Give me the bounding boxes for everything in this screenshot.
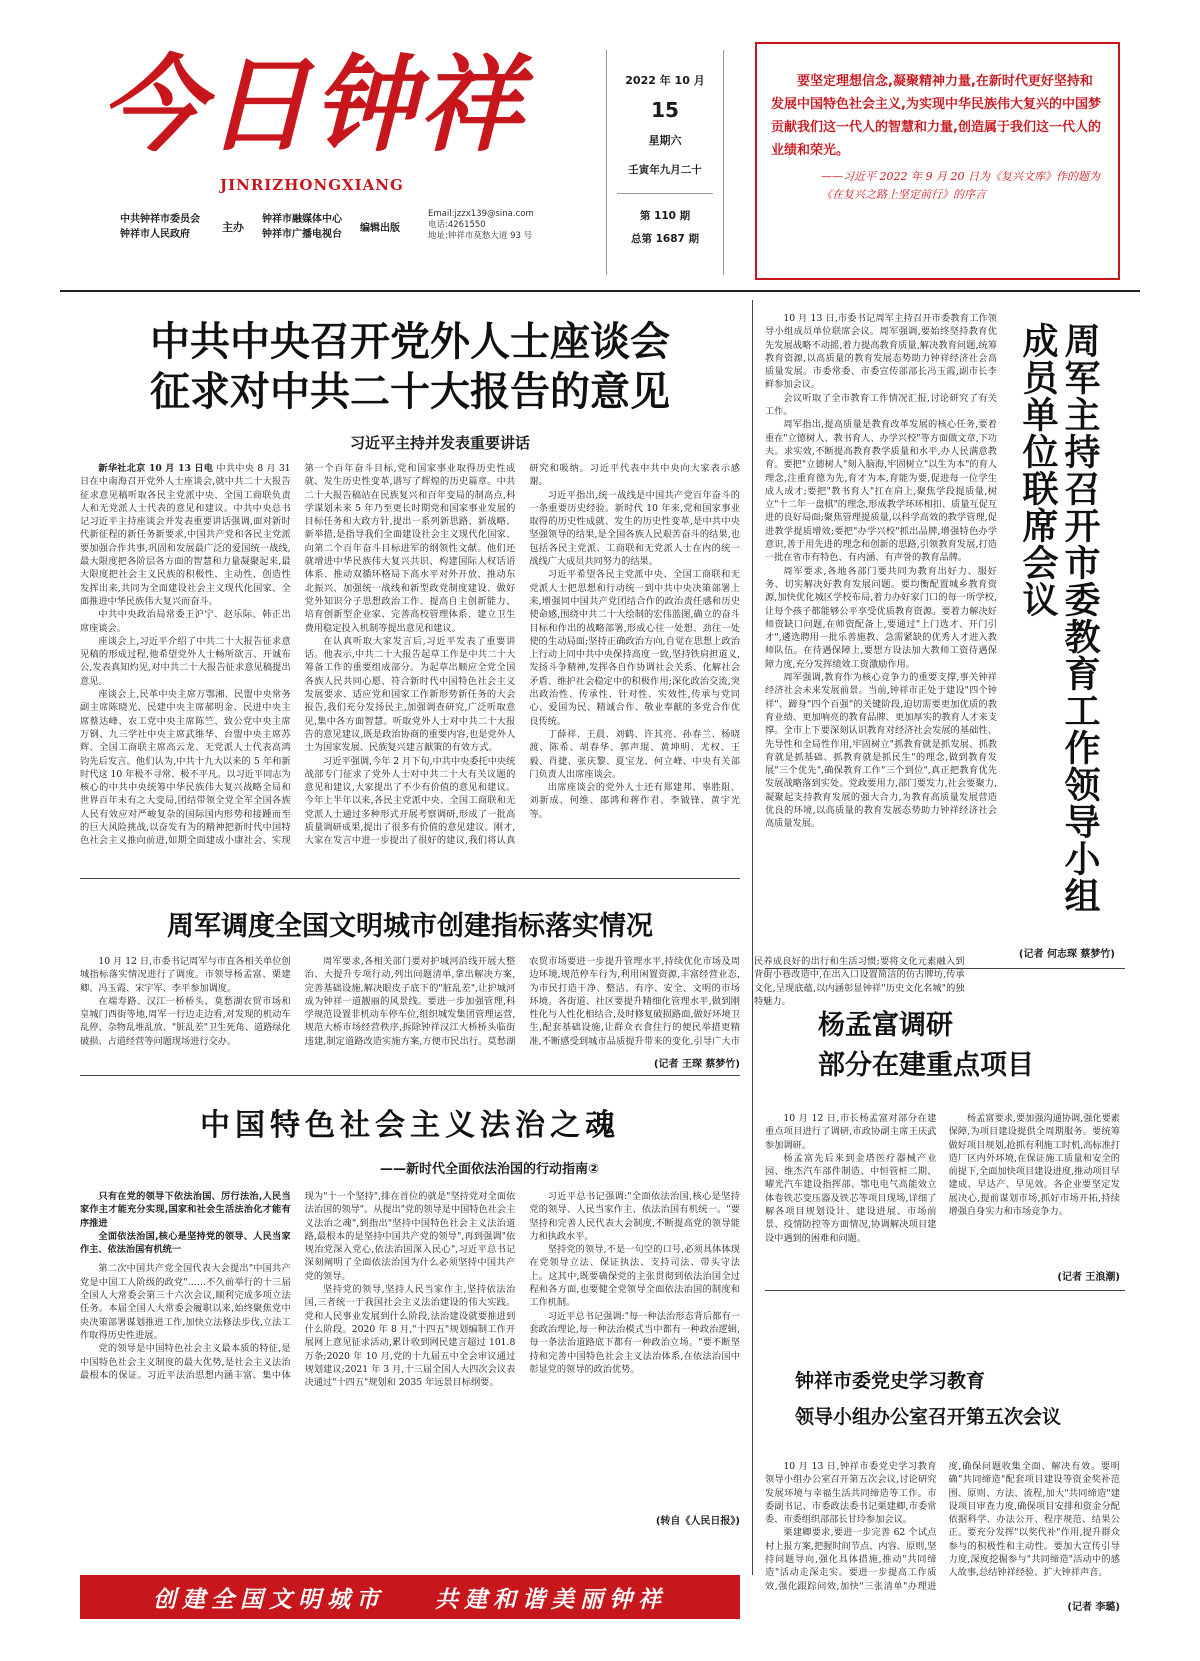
- law-headline: 中国特色社会主义法治之魂: [200, 1108, 620, 1143]
- law-paragraph: 第二次中国共产党全国代表大会提出"中国共产党是中国工人阶级的政党"……不久前举行的十三届全国人大常委会第三十六次会议,顺利完成多项立法任务。本届全国人大常委会履职以来,始终聚焦党中央决策部署谋划推进工作,加快立法修法步伐,立法工作取得历史性进展。: [80, 1263, 291, 1341]
- lead-paragraph: 座谈会上,习近平介绍了中共二十大报告征求意见稿的形成过程,他希望党外人士畅所欲言、开诚布公,发表真知灼见,对中共二十大报告征求意见稿提出意见。: [80, 635, 291, 687]
- date-lunar: 壬寅年九月二十: [628, 164, 702, 176]
- lead-paragraph: 出席座谈会的党外人士还有郑建邦、辜胜阻、刘新成、何维、邵鸿和蒋作君、李钺锋、黄宇光等。: [529, 782, 740, 820]
- date-year-month: 2022 年 10 月: [625, 74, 705, 87]
- law-paragraph: 坚持党的领导,坚持人民当家作主,坚持依法治国,三者统一于我国社会主义法治建设的伟大实践。党和人民事业发展到什么阶段,法治建设就要推进到什么阶段。2020 年 8 月,"十四五"规划编制工作开展网上意见征求活动,累计收到网民建言超过 101.8 万条;2020 年 10 月,党的十九届五中全会审议通过规划建议;2021 年 3 月,十三届全国人大四次会议表决通过"十四五"规划和 2035 年远景目标纲要。: [304, 1284, 516, 1389]
- law-intro: 只有在党的领导下依法治国、厉行法治,人民当家作主才能充分实现,国家和社会生活法治化才能有序推进: [80, 1191, 291, 1229]
- yang-bottom-rule: [765, 1290, 1125, 1291]
- sponsor-government: 钟祥市人民政府: [120, 229, 190, 240]
- yang-headline-2: 部分在建重点项目: [818, 1050, 1034, 1081]
- sponsor-party: 中共钟祥市委员会: [120, 214, 200, 225]
- column-divider: [752, 300, 753, 1575]
- issue-number: 第 110 期: [639, 210, 691, 222]
- law-subhead: ——新时代全面依法治国的行动指南②: [380, 1162, 600, 1177]
- contact-phone: 电话:4261550: [428, 220, 486, 230]
- quote-box: [755, 42, 1120, 280]
- date-weekday: 星期六: [648, 134, 682, 147]
- civ-paragraph: 周军要求,各相关部门要对护城河沿线开展大整治、大提升专项行动,列出问题清单,拿出解决方案,完善基础设施,解决眼皮子底下的"脏乱差",让护城河成为钟祥一道靓丽的风景线。要进一步加强管理,科学规范设置非机动车停车位,组织城发集团管理运营,规范大桥市场经营秩序,拆除钟祥汉江大桥桥头临街违建,制定道路改造实施方案,方便市民出行。莫愁湖农贸市场要进一步提升管理水平,持续优化市场及周边环境,规范停车行为,利用闲置资源,丰富经营业态,为市民打造干净、整洁、有序、安全、文明的市场环境。各街道、社区要提升精细化管理水平,做到刚性化与人性化相结合,及时修复破损路面,做好环境卫生,配套基础设施,让群众衣食住行的便民举措更精准,不断感受到城市品质提升带来的变化,引导广大市民养成良好的出行和生活习惯;要将文化元素融入到背街小巷改造中,在出入口设置简洁的仿古牌坊,传承文化,呈现底蕴,以内涵彰显钟祥"历史文化名城"的独特魅力。: [304, 956, 965, 1047]
- footer-slogan-right: 共建和谐美丽钟祥: [435, 1585, 667, 1613]
- edu-paragraph: 周军指出,提高质量是教育改革发展的核心任务,要着重在"立德树人、教书育人、办学兴校"等方面做文章,下功夫。求实效,不断提高教育教学质量和水平,办人民满意教育。要把"立德树人"刻入脑海,牢固树立"以生为本"的育人理念,注重育德为先,育才为本,育能为要,促进每一位学生成人成才;要把"教书育人"扛在肩上,聚焦学段提质量,树立"十二年一盘棋"的理念,形成教学环环相扣、质量互促互进的良好局面;聚焦管理提质量,以科学高效的教学管理,促进教学提质增效;要把"办学兴校"抓出品牌,增强特色办学意识,善于用先进的理念和创新的思路,引领教育发展,打造一批在省市有特色、有内涵、有声誉的教育品牌。: [765, 419, 997, 564]
- lead-paragraph: 习近平强调,今年 2 月下旬,中共中央委托中央统战部专门征求了党外人士对中共二十大有关议题的意见和建议,大家提出了不少有价值的意见和建议。今年上半年以来,各民主党派中央、全国工商联和无党派人士通过多种形式开展考察调研,形成了一批高质量调研成果,提出了很多有价值的意见建议。刚才,大家在发言中进一步提出了很好的建议,我们将认真研究和吸纳。习近平代表中共中央向大家表示感谢。: [304, 463, 740, 847]
- lead-headline-1: 中共中央召开党外人士座谈会: [150, 319, 670, 365]
- yang-paragraph: 杨孟富要求,要加强沟通协调,强化要素保障,为项目建设提供全周期服务。要统筹做好项目规划,抢抓有利施工时机,高标准打造厂区内外环境,在保证施工质量和安全的前提下,全面加快项目建设进度,推动项目早建成、早达产、早见效。各企业要坚定发展决心,提前谋划市场,抓好市场开拓,持续增强自身实力和市场竞争力。: [948, 1113, 1120, 1218]
- history-headline-2: 领导小组办公室召开第五次会议: [795, 1406, 1062, 1428]
- masthead-pinyin: JINRIZHONGXIANG: [220, 176, 404, 194]
- edu-bottom-rule: [765, 968, 1125, 969]
- edu-credit: (记者 何志琛 蔡梦竹): [1018, 949, 1115, 960]
- publisher-media-center: 钟祥市融媒体中心: [262, 214, 342, 225]
- yang-article-body: [765, 1112, 1120, 1266]
- date-day: 15: [651, 98, 679, 122]
- edu-headline: 周军主持召开市委教育工作领导小组成员单位联席会议: [1017, 322, 1100, 914]
- edu-paragraph: 10 月 13 日,市委书记周军主持召开市委教育工作领导小组成员单位联席会议。周军强调,要始终坚持教育优先发展战略不动摇,着力提高教育质量,解决教育问题,统筹教育资源,以高质量的教育发展态势助力钟祥经济社会高质量发展。市委常委、市委宣传部部长冯玉霞,副市长李鲜参加会议。: [765, 313, 997, 391]
- lead-paragraph: 丁薛祥、王晨、刘鹤、许其亮、孙春兰、杨晓渡、陈希、胡春华、郭声琨、黄坤明、尤权、王毅、肖捷、张庆黎、夏宝龙、何立峰、中央有关部门负责人出席座谈会。: [529, 728, 740, 780]
- lead-dateline: 新华社北京 10 月 13 日电: [98, 463, 214, 474]
- lead-bottom-rule: [80, 878, 740, 879]
- lead-paragraph: 习近平希望各民主党派中央、全国工商联和无党派人士把思想和行动统一到中共中央决策部署上来,增强同中国共产党团结合作的政治责任感和历史使命感,围绕中共二十大绘制的宏伟蓝图,确立的奋斗目标和作出的战略部署,形成心往一处想、劲往一处使的生动局面;坚持正确政治方向,自觉在思想上政治上行动上同中共中央保持高度一致,坚持铁肩担道义,发扬斗争精神,发挥各自作协调社会关系、化解社会矛盾、维护社会稳定中的积极作用;深化政治交流,突出政治性、传承性、针对性、实效性,传承与党同心、爱国为民、精诚合作、敬业奉献的多党合作优良传统。: [529, 569, 740, 727]
- quote-source: ——习近平 2022 年 9 月 20 日为《复兴文库》作的题为《在复兴之路上坚定前行》的序言: [821, 170, 1100, 201]
- publisher-tv-station: 钟祥市广播电视台: [262, 229, 342, 240]
- lead-paragraph: 新华社北京 10 月 13 日电 中共中央 8 月 31 日在中南海召开党外人士座谈会,就中共二十大报告征求意见稿听取各民主党派中央、全国工商联负责人和无党派人士代表的意见和建议。中共中央总书记习近平主持座谈会并发表重要讲话强调,面对新时代新征程的新任务新要求,中国共产党和各民主党派要加强合作共事,巩固和发展最广泛的爱国统一战线,最大限度把各阶层各方面的智慧和力量凝聚起来,最大限度把社会主义民族的积极性、主动性、创造性发挥出来,共同为全面建设社会主义现代化国家、全面推进中华民族伟大复兴而奋斗。: [80, 463, 291, 607]
- law-paragraph: 党的领导是中国特色社会主义最本质的特征,是中国特色社会主义制度的最大优势,是社会主义法治最根本的保证。习近平法治思想内涵丰富、集中体现为"十一个坚持",排在首位的就是"坚持党对全面依法治国的领导"。从提出"党的领导是中国特色社会主义法治之魂",到指出"坚持中国特色社会主义法治道路,最根本的是坚持中国共产党的领导",再到强调"依规治党深入党心,依法治国深入民心",习近平总书记深刻阐明了全面依法治国为什么必须坚持中国共产党的领导。: [80, 1191, 516, 1381]
- date-divider: [617, 193, 713, 194]
- history-article-body: [765, 1460, 1120, 1598]
- total-issue-number: 总第 1687 期: [630, 233, 700, 245]
- lead-paragraph: 习近平指出,统一战线是中国共产党百年奋斗的一条重要历史经验。新时代 10 年来,党和国家事业取得的历史性成就、发生的历史性变革,是中共中央坚强领导的结果,是全国各族人民艰苦奋斗的结果,也包括各民主党派、工商联和无党派人士在内的统一战线广大成员共同努力的结果。: [529, 489, 740, 568]
- edu-paragraph: 会议听取了全市教育工作情况汇报,讨论研究了有关工作。: [765, 392, 997, 418]
- contact-email: Email:jzzx139@sina.com: [428, 209, 534, 219]
- masthead-rule: [60, 290, 1140, 292]
- lead-paragraph: 座谈会上,民革中央主席万鄂湘、民盟中央常务副主席陈晓光、民建中央主席郝明金、民进中央主席蔡达峰、农工党中央主席陈竺、致公党中央主席万钢、九三学社中央主席武维华、台盟中央主席苏辉、全国工商联主席高云龙、无党派人士代表高鸿钧先后发言。他们认为,中共十九大以来的 5 年和新时代这 10 年极不寻常、极不平凡。以习近平同志为核心的中共中央统筹中华民族伟大复兴战略全局和世界百年未有之大变局,团结带领全党全军全国各族人民有效应对严峻复杂的国际国内形势和接踵而至的巨大风险挑战,以奋发有为的精神把新时代中国特色社会主义推向前进,如期全面建成小康社会、实现第一个百年奋斗目标,党和国家事业取得历史性成就、发生历史性变革,谱写了辉煌的历史篇章。中共二十大报告稿站在民族复兴和百年变局的制高点,科学谋划未来 5 年乃至更长时期党和国家事业发展的目标任务和大政方针,提出一系列新思路、新战略、新举措,是指导我们全面建设社会主义现代化国家、向第二个百年奋斗目标进军的纲领性文献。他们还就增进中华民族伟大复兴共识、构建国际人权话语体系、推动双循环格局下高水平对外开放、推动东北振兴、加强统一战线和新型政党制度建设、做好党外知识分子思想政治工作、提高自主创新能力、培育创新型企业家、完善高校管理体系、建立卫生费用稳定投入机制等提出意见和建议。: [80, 463, 516, 847]
- date-box: [606, 50, 724, 275]
- contact-block: [428, 209, 534, 242]
- masthead-title: 今日钟祥: [100, 43, 525, 166]
- lead-headline-2: 征求对中共二十大报告的意见: [150, 369, 670, 415]
- lead-article-body: [80, 462, 740, 870]
- law-paragraph: 坚持党的领导,不是一句空的口号,必须具体体现在党领导立法、保证执法、支持司法、带头守法上。这其中,既要确保党的主张贯彻到依法治国全过程和各方面,也要健全党领导全面依法治国的制度和工作机制。: [529, 1244, 740, 1309]
- lead-paragraph: 在认真听取大家发言后,习近平发表了重要讲话。他表示,中共二十大报告起草工作是中共二十大筹备工作的重要组成部分。为起草出顺应全党全国各族人民共同心愿、符合新时代中国特色社会主义发展要求、适应党和国家工作新形势新任务的大会报告,我们充分发扬民主,加强调查研究,广泛听取意见,集中各方面智慧。听取党外人士对中共二十大报告的意见建议,既是政治协商的重要内容,也是党外人士为国家发展、民族复兴建言献策的有效方式。: [304, 635, 516, 754]
- footer-banner: [80, 1575, 740, 1619]
- lead-paragraph: 中共中央政治局常委王沪宁、赵乐际、韩正出席座谈会。: [80, 609, 291, 634]
- yang-credit: (记者 王浪潮): [1057, 1272, 1120, 1283]
- yang-paragraph: 10 月 12 日,市长杨孟富对部分在建重点项目进行了调研,市政协副主席王庆武参加调研。: [765, 1113, 937, 1151]
- civ-headline: 周军调度全国文明城市创建指标落实情况: [167, 911, 653, 942]
- edu-paragraph: 周军强调,教育作为核心竞争力的重要支撑,事关钟祥经济社会未来发展前景。当前,钟祥市正处于建设"四个钟祥"、蹄身"四个百强"的关键阶段,迫切需要更加优质的教育业绩、更加响亮的教育品牌、更加厚实的教育人才来支撑。全市上下要深刻认识教育对经济社会发展的基础性、先导性和全局性作用,牢固树立"抓教育就是抓发展、抓教育就是抓基础、抓教育就是抓民生"的理念,做到教育发展"三个优先",确保教育工作"三个到位",真正把教育优先发展战略落到实处。党政要用力,部门要发力,社会要聚力,凝聚起支持教育发展的强大合力,为教育高质量发展营造优良的环境,以高质量的教育发展态势助力钟祥经济社会高质量发展。: [765, 672, 997, 830]
- edu-article-body: [765, 312, 997, 922]
- civ-paragraph: 在端寿路、汉江一桥桥头、莫愁湖农贸市场和皇城门西街等地,周军一行边走边看,对发现的机动车乱停、杂物乱堆乱放、"脏乱差"卫生死角、道路绿化破损、占道经营等问题现场进行交办。: [80, 995, 291, 1047]
- civ-paragraph: 10 月 12 日,市委书记周军与市直各相关单位创城指标落实情况进行了调度。市领导杨孟富、栗建卿、冯玉霞、宋宇军、李平参加调度。: [80, 956, 291, 994]
- law-credit: (转自《人民日报》): [655, 1516, 740, 1527]
- yang-headline-1: 杨孟富调研: [818, 1010, 953, 1041]
- history-credit: (记者 李璐): [1067, 1602, 1120, 1613]
- history-paragraph: 栗建卿要求,要进一步完善 62 个试点村上报方案,把握时间节点、内容、原则,坚持问题导向,强化具体措施,推动"共同缔造"活动走深走实。要进一步提高工作质效,强化跟踪问效,加快"三张清单"办理进度,确保问题收集全面、解决有效。要明确"共同缔造"配套项目建设等资金奖补范围、原则、方法、流程,加大"共同缔造"建设项目审查力度,确保项目安排和资金分配依据科学、办法公开、程序规范、结果公正。要充分发挥"以奖代补"作用,提升群众参与的积极性和主动性。要加大宣传引导力度,深度挖掘参与"共同缔造"活动中的感人故事,总结钟祥经验、扩大钟祥声音。: [765, 1461, 1120, 1592]
- quote-text: 要坚定理想信念,凝聚精神力量,在新时代更好坚持和发展中国特色社会主义,为实现中华民族伟大复兴的中国梦贡献我们这一代人的智慧和力量,创造属于我们这一代人的业绩和荣光。: [771, 74, 1101, 158]
- lead-subhead: 习近平主持并发表重要讲话: [349, 434, 530, 452]
- footer-slogan-left: 创建全国文明城市: [153, 1585, 385, 1613]
- civ-credit: (记者 王琛 蔡梦竹): [653, 1059, 740, 1070]
- edu-paragraph: 周军要求,各地各部门要共同为教育出好力、服好务、切实解决好教育发展问题。要均衡配置城乡教育资源,加快优化城区学校布局,着力办好家门口的每一所学校,让每个孩子都能够公平享受优质教育资源。要着力解决好师资缺口问题,在师资配备上,要通过"上门选才、开门引才",遴选聘用一批乐善施教、急需紧缺的优秀人才进入教师队伍。在待遇保障上,要想方设法加大教师工资待遇保障力度,充分发挥绩效工资激励作用。: [765, 565, 997, 670]
- publisher-role: 编辑出版: [360, 223, 400, 234]
- law-article-body: [80, 1190, 740, 1460]
- law-paragraph: 习近平总书记强调:"全面依法治国,核心是坚持党的领导、人民当家作主、依法治国有机统一。"要坚持和完善人民代表大会制度,不断提高党的领导能力和执政水平。: [529, 1191, 740, 1242]
- yang-paragraph: 杨孟富先后来到金塔医疗器械产业园、维杰汽车部件制造、中恒管桩二期、曜光汽车建设指挥部、鄂电电气高能效立体卷铁芯变压器及铁芯等项目现场,详细了解各项目规划设计、建设进展、市场前景、疫情防控等方面情况,协调解决项目建设中遇到的困难和问题。: [765, 1152, 937, 1244]
- history-paragraph: 10 月 13 日,钟祥市委党史学习教育领导小组办公室召开第五次会议,讨论研究发展环境与幸福生活共同缔造等工作。市委副书记、市委政法委书记栗建卿,市委常委、市委组织部部长甘玲参加会议。: [765, 1461, 937, 1526]
- publisher-block: [262, 212, 372, 242]
- contact-address: 地址:钟祥市莫愁大道 93 号: [428, 231, 533, 241]
- history-headline-1: 钟祥市委党史学习教育: [795, 1370, 986, 1392]
- civ-bottom-rule: [80, 1075, 740, 1076]
- law-section-title: 全面依法治国,核心是坚持党的领导、人民当家作主、依法治国有机统一: [80, 1230, 291, 1256]
- law-paragraph: 习近平总书记强调:"每一种法治形态背后都有一套政治理论,每一种法治模式当中都有一种政治逻辑,每一条法治道路底下都有一种政治立场。"要不断坚持和完善中国特色社会主义法治体系,在依法治国中彰显党的领导的政治优势。: [529, 1310, 740, 1375]
- masthead: [0, 0, 1200, 295]
- sponsor-role: 主办: [222, 221, 244, 234]
